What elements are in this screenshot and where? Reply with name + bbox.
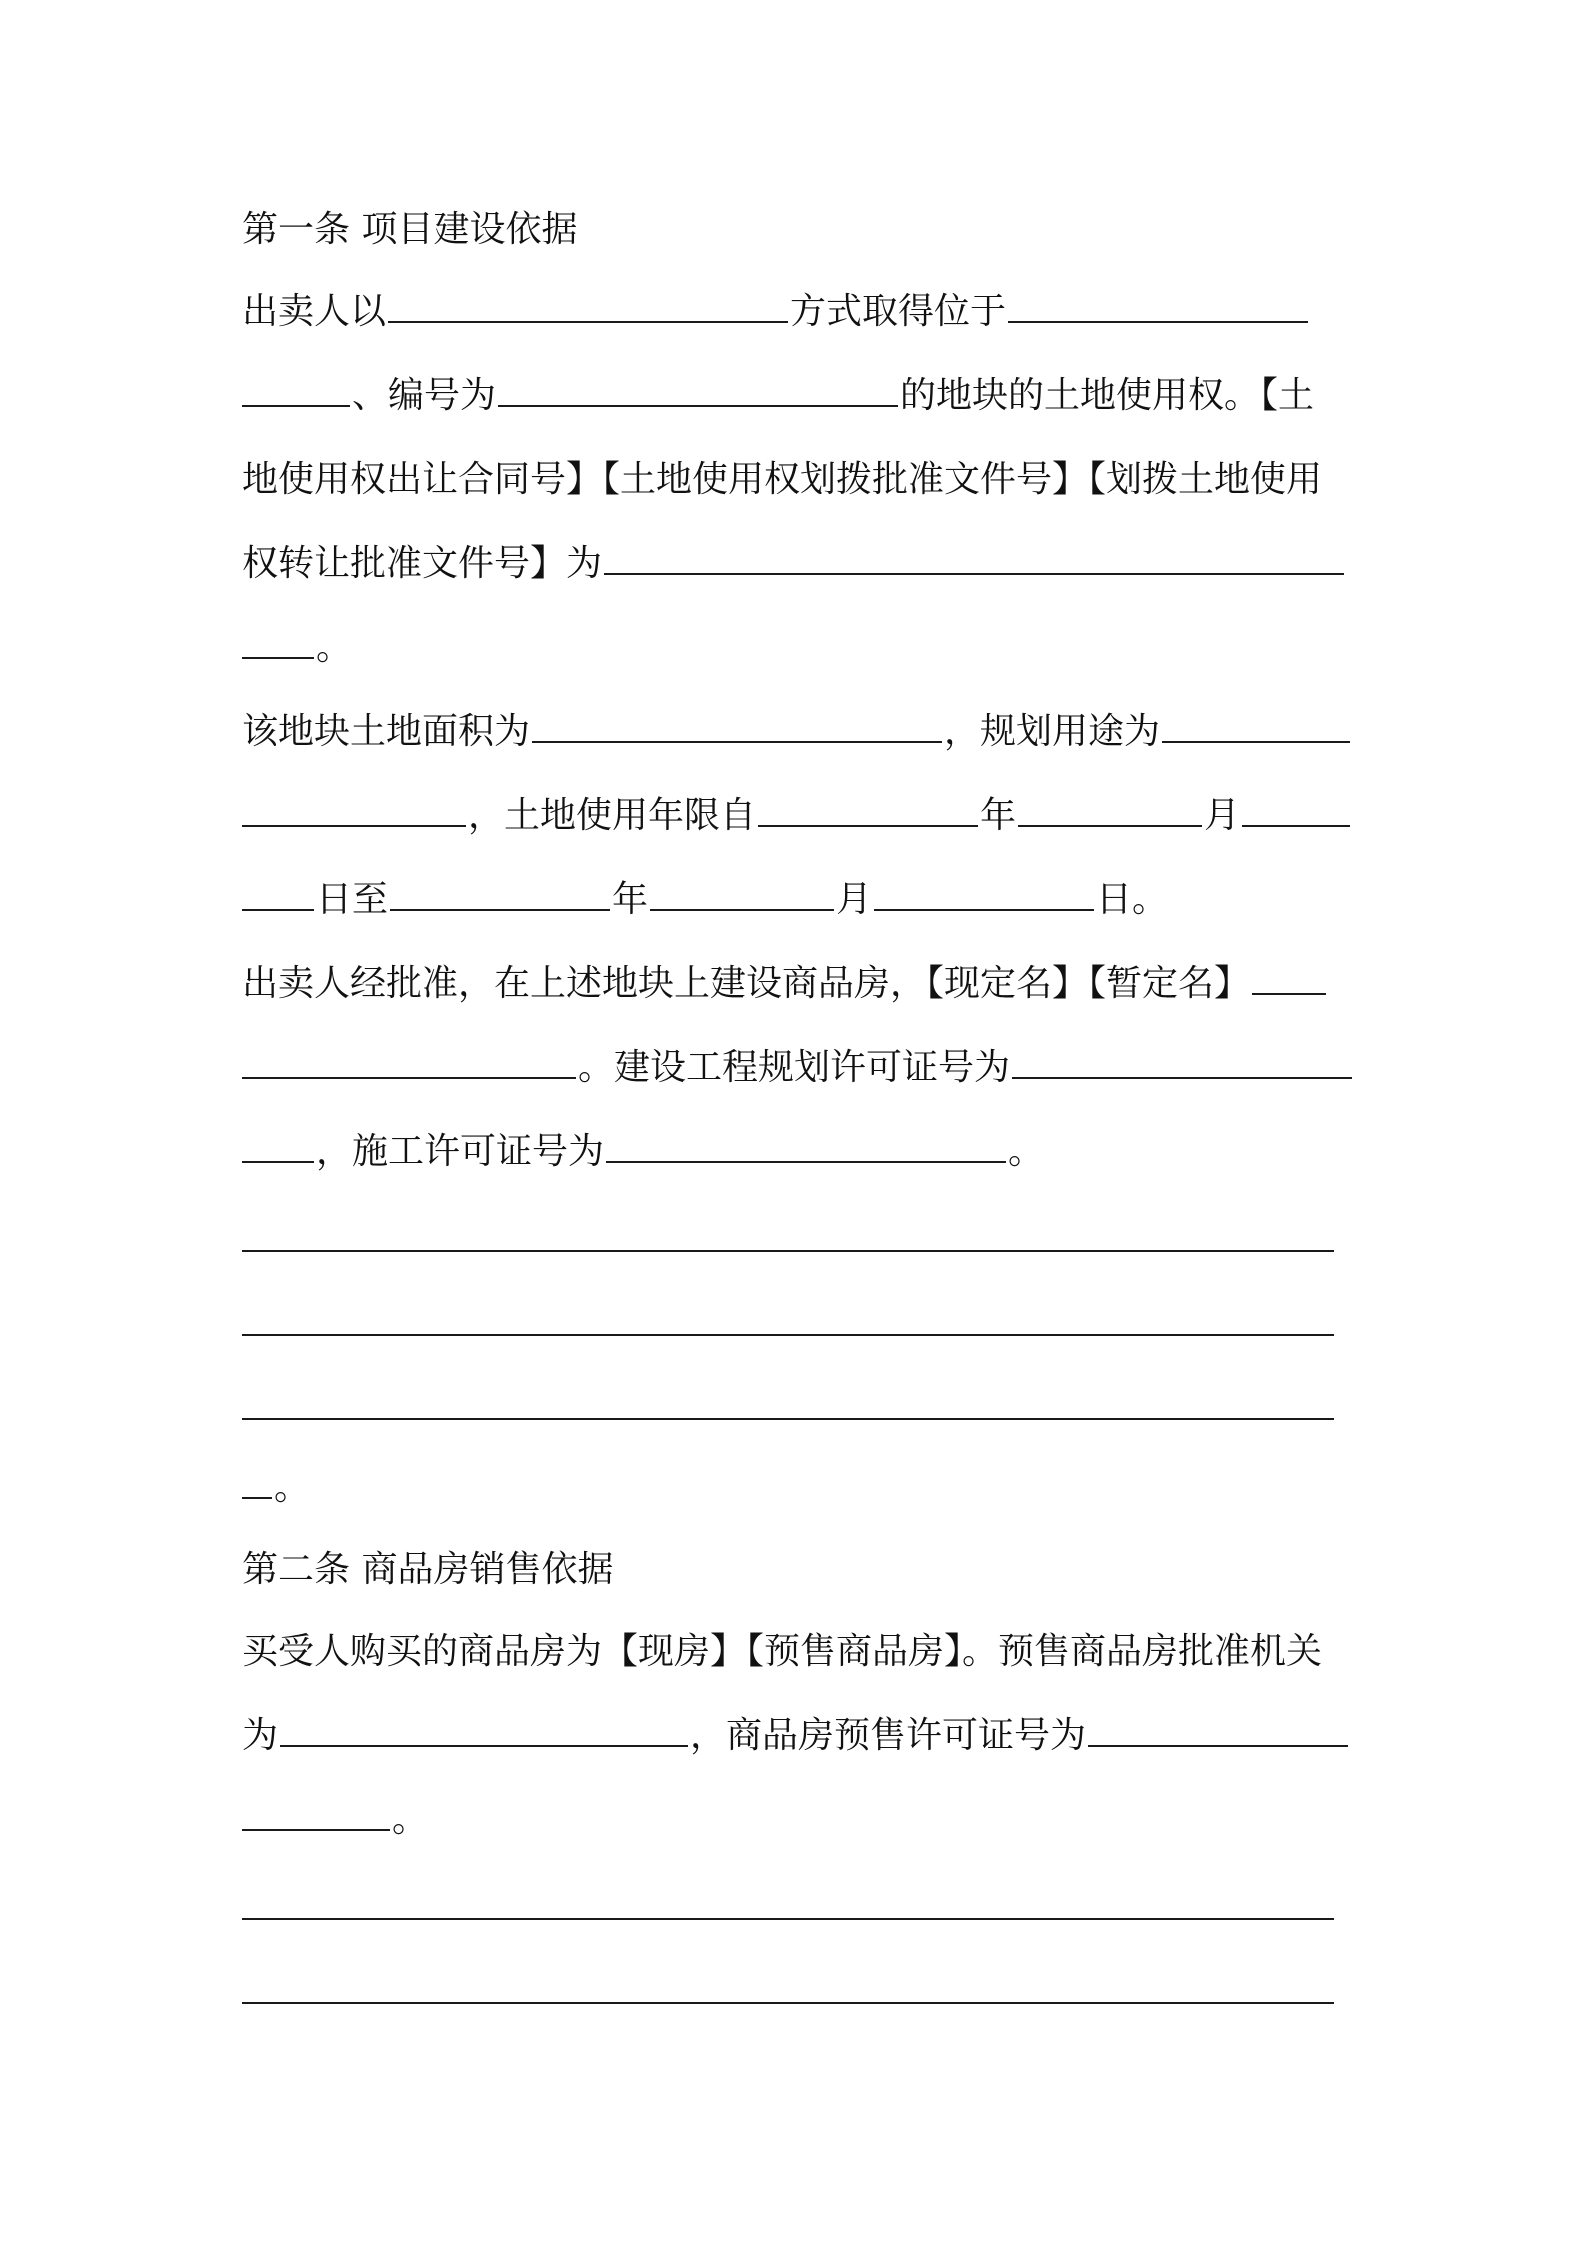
text-buyer-purchase: 买受人购买的商品房为【现房】【预售商品房】。预售商品房批准机关 xyxy=(242,1631,1323,1672)
blank-contract-number[interactable] xyxy=(604,537,1344,575)
blank-planning-permit-cont[interactable] xyxy=(242,1125,314,1163)
article-2-line-2 xyxy=(242,1706,1362,1766)
text-land-use-right: 的地块的土地使用权。【土 xyxy=(900,375,1315,416)
blank-project-name[interactable] xyxy=(1252,957,1326,995)
text-planned-use: ，规划用途为 xyxy=(944,711,1161,752)
article-1-line-6 xyxy=(242,702,1362,762)
text-day-to: 日至 xyxy=(316,879,389,920)
blank-full-line-4[interactable] xyxy=(242,1918,1334,1920)
text-planning-permit: 。建设工程规划许可证号为 xyxy=(578,1047,1011,1088)
text-presale-permit: ，商品房预售许可证号为 xyxy=(690,1715,1087,1756)
article-1-line-7 xyxy=(242,786,1362,846)
article-1-line-10 xyxy=(242,1038,1362,1098)
article-2-line-3 xyxy=(242,1790,1362,1850)
article-1-line-11 xyxy=(242,1122,1362,1182)
article-1-line-5 xyxy=(242,618,1362,678)
article-2-title-text: 第二条 商品房销售依据 xyxy=(242,1549,614,1590)
blank-contract-number-cont[interactable] xyxy=(242,621,314,659)
text-day-end: 日。 xyxy=(1096,879,1169,920)
text-period-3: 。 xyxy=(274,1467,311,1508)
blank-acquisition-method[interactable] xyxy=(388,285,788,323)
blank-presale-permit[interactable] xyxy=(1088,1709,1348,1747)
text-contract-types: 地使用权出让合同号】【土地使用权划拨批准文件号】【划拨土地使用 xyxy=(242,459,1323,500)
blank-approval-authority[interactable] xyxy=(280,1709,688,1747)
article-2-line-1 xyxy=(242,1622,1362,1682)
text-construction-permit: ，施工许可证号为 xyxy=(316,1131,605,1172)
text-number-is: 、编号为 xyxy=(352,375,497,416)
text-seller-by: 出卖人以 xyxy=(242,291,387,332)
blank-location-cont[interactable] xyxy=(242,369,350,407)
blank-plot-number[interactable] xyxy=(498,369,898,407)
blank-project-name-cont[interactable] xyxy=(242,1041,576,1079)
article-2-title xyxy=(242,1540,1362,1600)
blank-full-line-cont[interactable] xyxy=(242,1461,272,1499)
text-year-1: 年 xyxy=(980,795,1017,836)
article-1-line-2 xyxy=(242,366,1362,426)
blank-full-line-2[interactable] xyxy=(242,1334,1334,1336)
blank-end-month[interactable] xyxy=(650,873,834,911)
blank-start-year[interactable] xyxy=(758,789,978,827)
blank-end-day[interactable] xyxy=(874,873,1094,911)
blank-land-area[interactable] xyxy=(532,705,942,743)
text-term-from: ，土地使用年限自 xyxy=(468,795,757,836)
article-1-line-1 xyxy=(242,282,1362,342)
text-transfer-approval: 权转让批准文件号】为 xyxy=(242,543,603,584)
blank-full-line-1[interactable] xyxy=(242,1250,1334,1252)
blank-presale-permit-cont[interactable] xyxy=(242,1793,390,1831)
text-year-2: 年 xyxy=(612,879,649,920)
blank-planned-use[interactable] xyxy=(1162,705,1350,743)
text-authority-is: 为 xyxy=(242,1715,279,1756)
article-1-line-8 xyxy=(242,870,1362,930)
text-period-2: 。 xyxy=(1008,1131,1045,1172)
text-period-4: 。 xyxy=(392,1799,429,1840)
text-acquired-at: 方式取得位于 xyxy=(790,291,1007,332)
blank-planning-permit[interactable] xyxy=(1012,1041,1352,1079)
text-month-1: 月 xyxy=(1204,795,1241,836)
text-period-1: 。 xyxy=(316,627,353,668)
article-1-line-9 xyxy=(242,954,1362,1014)
blank-start-day[interactable] xyxy=(1242,789,1350,827)
blank-full-line-3[interactable] xyxy=(242,1418,1334,1420)
blank-full-line-5[interactable] xyxy=(242,2002,1334,2004)
blank-location[interactable] xyxy=(1008,285,1308,323)
article-1-title xyxy=(242,200,1362,260)
blank-construction-permit[interactable] xyxy=(606,1125,1006,1163)
article-1-line-end xyxy=(242,1458,1362,1518)
blank-end-year[interactable] xyxy=(390,873,610,911)
article-1-title-text: 第一条 项目建设依据 xyxy=(242,209,578,250)
blank-start-day-cont[interactable] xyxy=(242,873,314,911)
article-1-line-3 xyxy=(242,450,1362,510)
text-seller-approved: 出卖人经批准，在上述地块上建设商品房，【现定名】【暂定名】 xyxy=(242,963,1251,1004)
blank-planned-use-cont[interactable] xyxy=(242,789,466,827)
text-land-area: 该地块土地面积为 xyxy=(242,711,531,752)
blank-start-month[interactable] xyxy=(1018,789,1202,827)
article-1-line-4 xyxy=(242,534,1362,594)
text-month-2: 月 xyxy=(836,879,873,920)
